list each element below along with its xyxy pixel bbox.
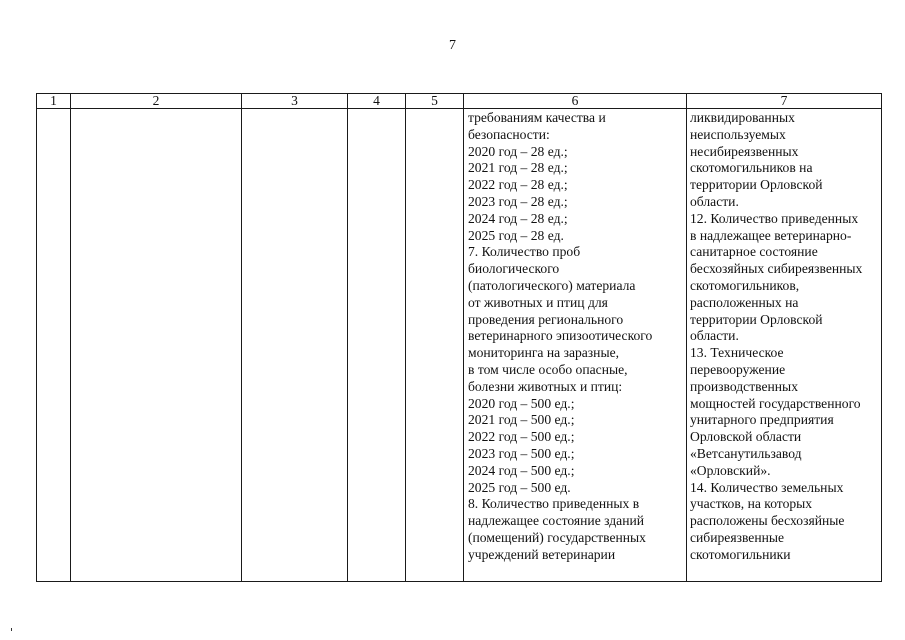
table-row <box>37 109 882 582</box>
text-line: 2021 год – 28 ед.; <box>468 160 568 176</box>
text-line: несибиреязвенных <box>690 143 799 159</box>
text-line: скотомогильников, <box>690 277 800 293</box>
text-line: биологического <box>468 261 560 277</box>
text-line: 2021 год – 500 ед.; <box>468 412 575 428</box>
text-line: «Ветсанутильзавод <box>690 445 802 461</box>
text-line: надлежащее состояние зданий <box>468 513 645 529</box>
text-line: 2022 год – 500 ед.; <box>468 429 575 445</box>
text-line: территории Орловской <box>690 177 823 193</box>
text-line: мощностей государственного <box>690 395 861 411</box>
text-line: 13. Техническое <box>690 345 784 361</box>
cell-col-3 <box>242 109 348 582</box>
cell-col-7 <box>687 109 882 582</box>
text-line: в том числе особо опасные, <box>468 361 628 377</box>
cell-col-1 <box>37 109 71 582</box>
text-line: в надлежащее ветеринарно- <box>690 227 852 243</box>
text-line: 2024 год – 500 ед.; <box>468 462 575 478</box>
cell-col-4 <box>348 109 406 582</box>
column-header-5: 5 <box>406 94 464 109</box>
text-line: (помещений) государственных <box>468 529 646 545</box>
text-line: 8. Количество приведенных в <box>468 496 640 512</box>
text-line: 2025 год – 28 ед. <box>468 227 564 243</box>
column-header-6: 6 <box>464 94 687 109</box>
text-line: неиспользуемых <box>690 126 786 142</box>
text-line: от животных и птиц для <box>468 294 608 310</box>
text-line: требованиям качества и <box>468 110 606 125</box>
text-line: территории Орловской <box>690 311 823 327</box>
column-header-4: 4 <box>348 94 406 109</box>
text-line: болезни животных и птиц: <box>468 378 623 394</box>
text-line: ликвидированных <box>690 110 795 125</box>
text-line: санитарное состояние <box>690 244 818 260</box>
text-line: 14. Количество земельных <box>690 479 844 495</box>
text-line: производственных <box>690 378 798 394</box>
cell-col-2 <box>71 109 242 582</box>
text-line: 2023 год – 500 ед.; <box>468 445 575 461</box>
cell-col-5 <box>406 109 464 582</box>
text-line: сибиреязвенные <box>690 529 785 545</box>
text-line: расположены бесхозяйные <box>690 513 845 529</box>
text-line: расположенных на <box>690 294 799 310</box>
text-line: участков, на которых <box>690 496 813 512</box>
text-line: области. <box>690 193 739 209</box>
text-line: перевооружение <box>690 361 786 377</box>
text-line: скотомогильники <box>690 546 791 562</box>
cell-col-6 <box>464 109 687 582</box>
text-line: 2024 год – 28 ед.; <box>468 210 568 226</box>
text-line: ветеринарного эпизоотического <box>468 328 653 344</box>
text-line: области. <box>690 328 739 344</box>
text-line: (патологического) материала <box>468 277 636 293</box>
header-row <box>37 94 882 109</box>
text-line: безопасности: <box>468 126 550 142</box>
text-line: учреждений ветеринарии <box>468 546 616 562</box>
text-line: 2023 год – 28 ед.; <box>468 193 568 209</box>
column-header-3: 3 <box>242 94 348 109</box>
column-header-1: 1 <box>37 94 71 109</box>
cell-col-6-text <box>464 109 686 564</box>
text-line: бесхозяйных сибиреязвенных <box>690 261 863 277</box>
column-header-2: 2 <box>71 94 242 109</box>
page-number: 7 <box>449 38 456 53</box>
text-line: унитарного предприятия <box>690 412 834 428</box>
text-line: «Орловский». <box>690 462 771 478</box>
text-line: проведения регионального <box>468 311 624 327</box>
text-line: 2022 год – 28 ед.; <box>468 177 568 193</box>
text-line: 2020 год – 28 ед.; <box>468 143 568 159</box>
column-header-7: 7 <box>687 94 882 109</box>
text-line: 2025 год – 500 ед. <box>468 479 571 495</box>
cell-col-7-text <box>687 109 881 564</box>
scan-mark <box>11 628 12 631</box>
text-line: 12. Количество приведенных <box>690 210 859 226</box>
text-line: 2020 год – 500 ед.; <box>468 395 575 411</box>
text-line: 7. Количество проб <box>468 244 581 260</box>
text-line: мониторинга на заразные, <box>468 345 620 361</box>
document-table <box>36 93 882 582</box>
text-line: скотомогильников на <box>690 160 813 176</box>
text-line: Орловской области <box>690 429 802 445</box>
